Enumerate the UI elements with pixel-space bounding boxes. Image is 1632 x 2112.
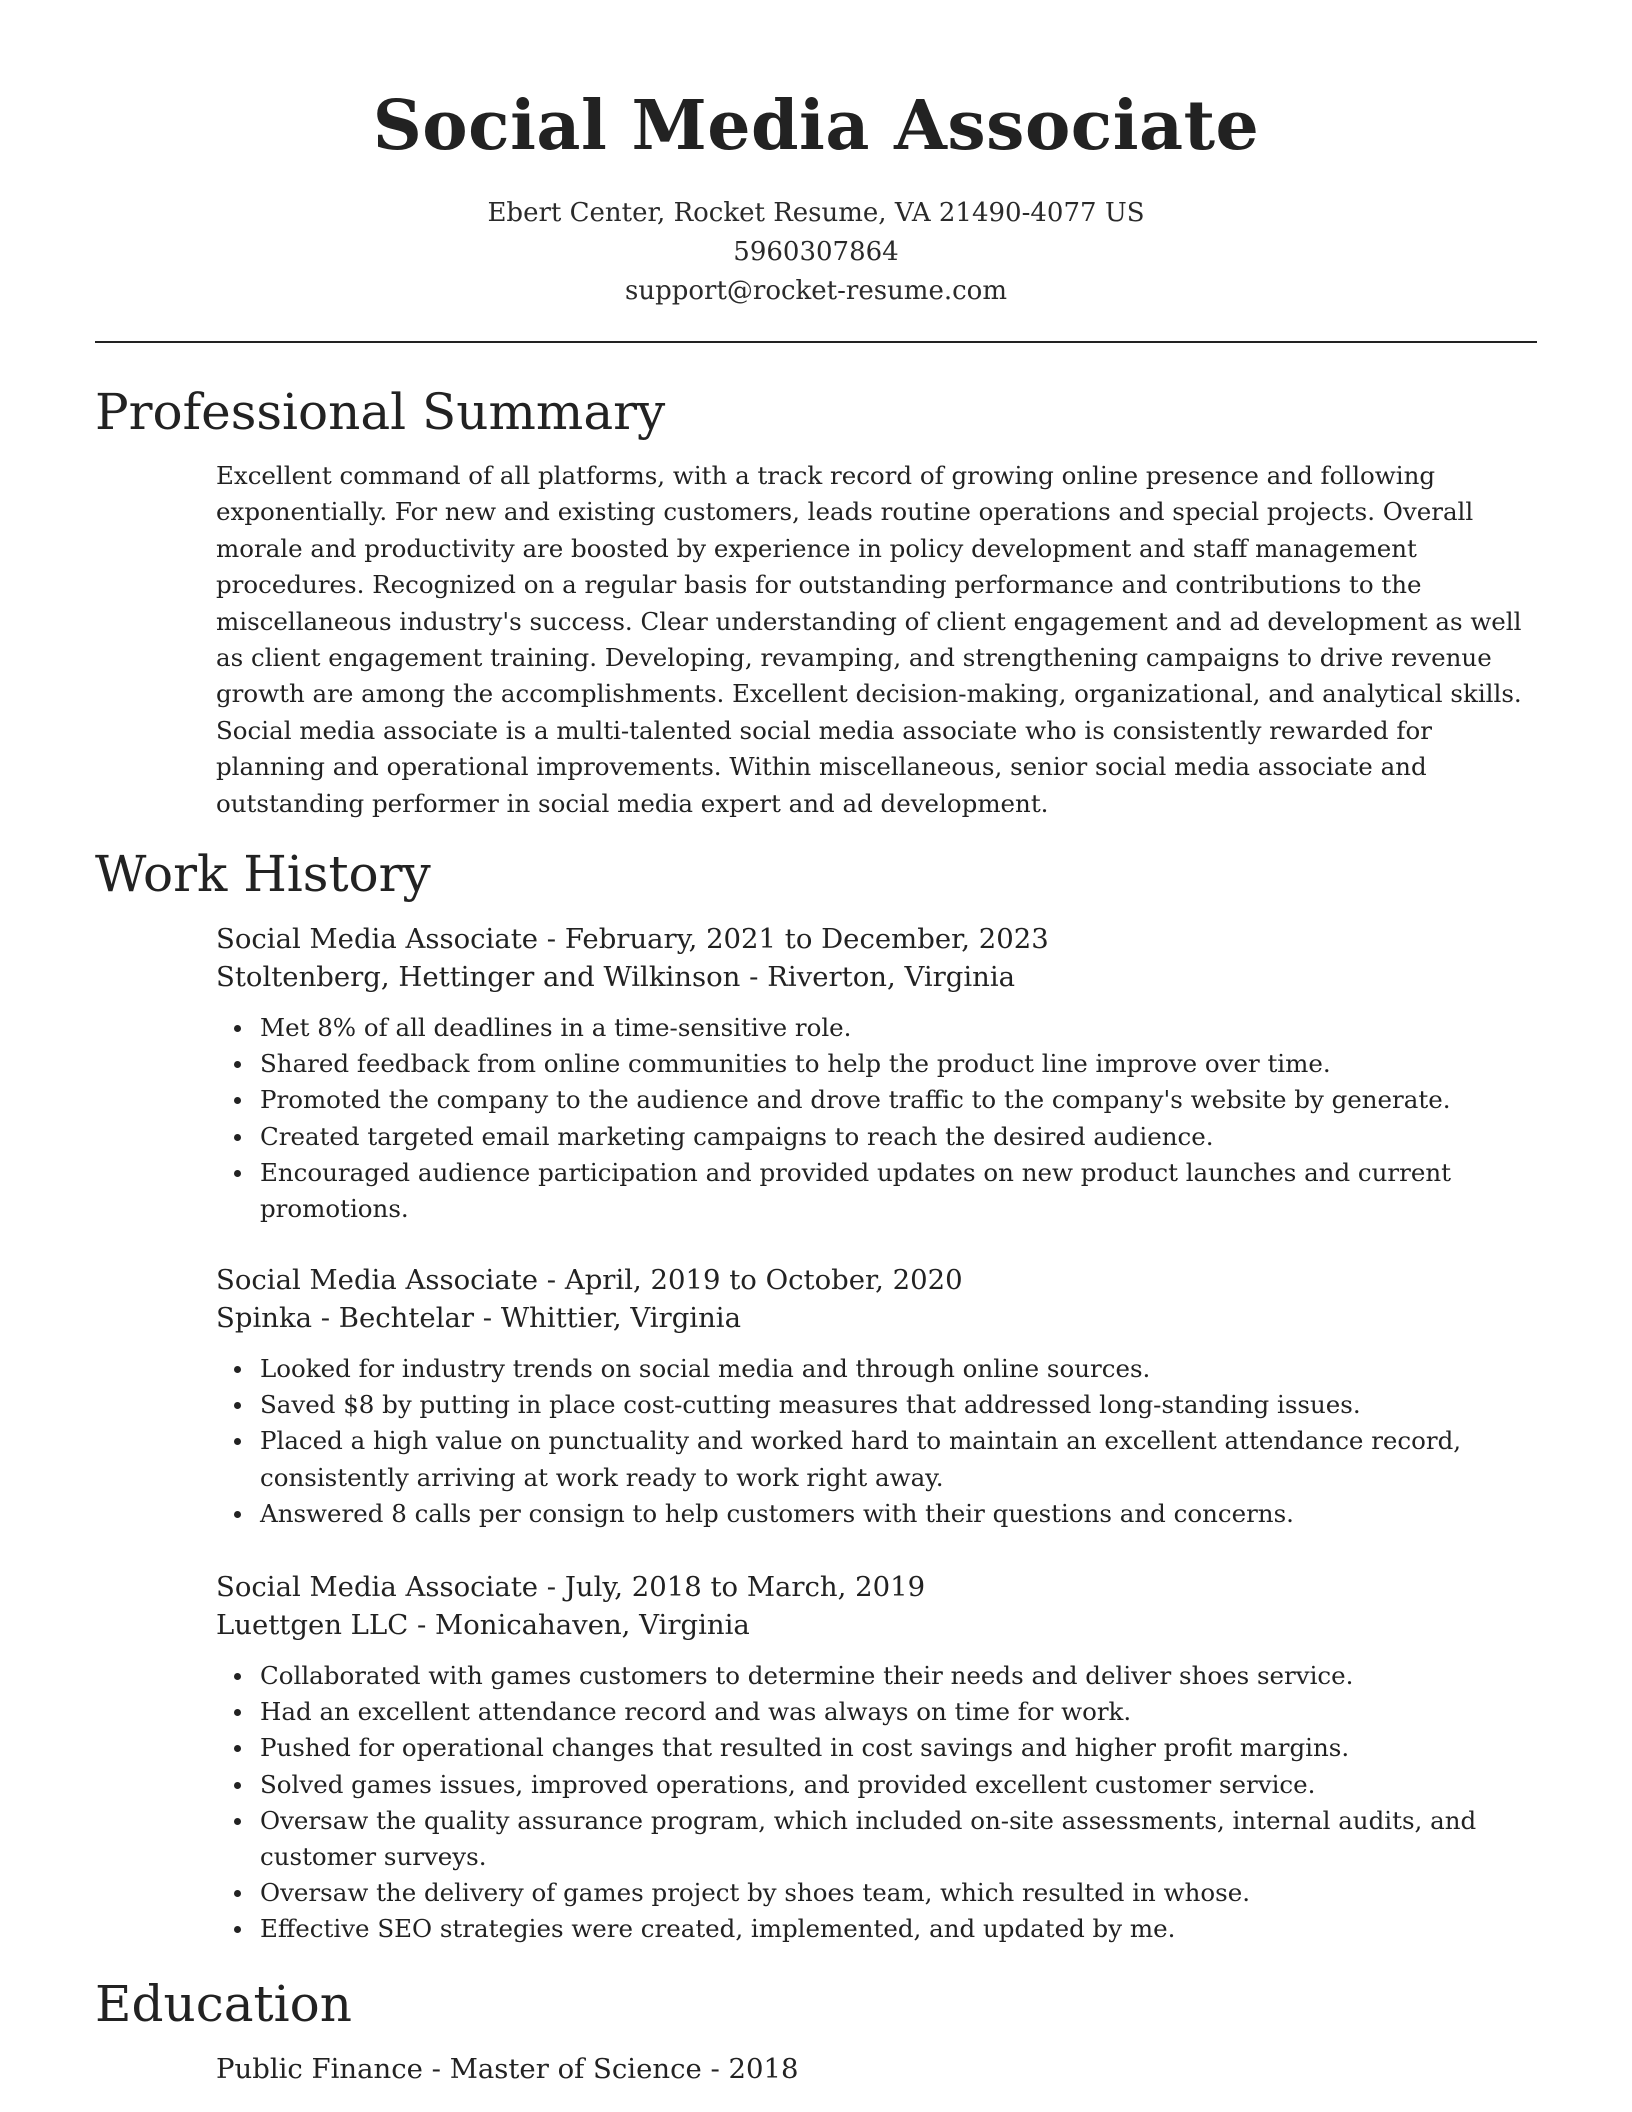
education-degree: Master of Science (449, 2053, 702, 2085)
contact-phone: 5960307864 (733, 237, 899, 267)
contact-block (0, 194, 1632, 311)
separator: - (538, 923, 565, 955)
separator: - (538, 1264, 565, 1296)
contact-email: support@rocket-resume.com (624, 276, 1007, 306)
job-bullets (216, 1351, 1546, 1532)
separator: - (408, 1609, 436, 1641)
list-item: Collaborated with games customers to determine their needs and deliver shoes service. (260, 1658, 1546, 1694)
list-item: Saved $8 by putting in place cost-cutting measures that addressed long-standing issues. (260, 1387, 1546, 1423)
separator: - (474, 1302, 501, 1334)
separator: - (701, 2053, 729, 2085)
job-location: Whittier, Virginia (500, 1302, 741, 1334)
job-entry (216, 920, 1546, 1227)
education-year: 2018 (728, 2053, 799, 2085)
list-item: Effective SEO strategies were created, implemented, and updated by me. (260, 1911, 1546, 1947)
list-item: Placed a high value on punctuality and worked hard to maintain an excellent attendance record, consistently arriving at work ready to work right away. (260, 1423, 1546, 1495)
section-title-education: Education (95, 1975, 352, 2033)
job-company: Luettgen LLC (216, 1609, 409, 1641)
education-line (216, 2050, 1546, 2088)
job-company: Stoltenberg, Hettinger and Wilkinson (216, 961, 741, 993)
list-item: Looked for industry trends on social media and through online sources. (260, 1351, 1546, 1387)
list-item: Encouraged audience participation and provided updates on new product launches and current promotions. (260, 1155, 1546, 1227)
list-item: Shared feedback from online communities to help the product line improve over time. (260, 1046, 1546, 1082)
job-dates: July, 2018 to March, 2019 (564, 1571, 926, 1603)
section-title-summary: Professional Summary (95, 383, 666, 441)
job-location: Monicahaven, Virginia (435, 1609, 750, 1641)
job-dates: April, 2019 to October, 2020 (564, 1264, 963, 1296)
job-company-line (216, 1606, 1546, 1644)
list-item: Pushed for operational changes that resulted in cost savings and higher profit margins. (260, 1730, 1546, 1766)
separator: - (740, 961, 768, 993)
header-divider (95, 341, 1537, 343)
resume-header (0, 84, 1632, 311)
job-entry (216, 1261, 1546, 1532)
job-company-line (216, 1299, 1546, 1337)
list-item: Had an excellent attendance record and was always on time for work. (260, 1694, 1546, 1730)
job-role: Social Media Associate (216, 923, 539, 955)
job-dates: February, 2021 to December, 2023 (564, 923, 1049, 955)
job-bullets (216, 1010, 1546, 1227)
list-item: Solved games issues, improved operations, and provided excellent customer service. (260, 1767, 1546, 1803)
list-item: Oversaw the quality assurance program, which included on-site assessments, internal audits, and customer surveys. (260, 1803, 1546, 1875)
list-item: Created targeted email marketing campaigns to reach the desired audience. (260, 1119, 1546, 1155)
candidate-name: Social Media Associate (372, 86, 1260, 166)
education-field: Public Finance (216, 2053, 423, 2085)
job-role: Social Media Associate (216, 1571, 539, 1603)
job-title-line (216, 1568, 1546, 1606)
list-item: Oversaw the delivery of games project by shoes team, which resulted in whose. (260, 1875, 1546, 1911)
education-entry (216, 2050, 1546, 2088)
summary-text: Excellent command of all platforms, with a track record of growing online presence and following exponentially. For new and existing customers, leads routine operations and special projects. Overall morale and productivity are boosted by experience in policy development and staff management procedures. Recognized on a regular basis for outstanding performance and contributions to the miscellaneous industry's success. Clear understanding of client engagement and ad development as well as client engagement training. Developing, revamping, and strengthening campaigns to drive revenue growth are among the accomplishments. Excellent decision-making, organizational, and analytical skills. Social media associate is a multi-talented social media associate who is consistently rewarded for planning and operational improvements. Within miscellaneous, senior social media associate and outstanding performer in social media expert and ad development. (216, 461, 1522, 818)
separator: - (538, 1571, 565, 1603)
summary-section (216, 458, 1546, 822)
job-bullets (216, 1658, 1546, 1948)
separator: - (422, 2053, 450, 2085)
job-role: Social Media Associate (216, 1264, 539, 1296)
section-title-work-history: Work History (95, 845, 431, 903)
list-item: Promoted the company to the audience and drove traffic to the company's website by generate. (260, 1082, 1546, 1118)
job-entry (216, 1568, 1546, 1948)
contact-address: Ebert Center, Rocket Resume, VA 21490-4077 US (487, 198, 1145, 228)
job-company: Spinka - Bechtelar (216, 1302, 475, 1334)
job-company-line (216, 958, 1546, 996)
list-item: Answered 8 calls per consign to help customers with their questions and concerns. (260, 1496, 1546, 1532)
job-title-line (216, 1261, 1546, 1299)
list-item: Met 8% of all deadlines in a time-sensitive role. (260, 1010, 1546, 1046)
job-location: Riverton, Virginia (767, 961, 1016, 993)
job-title-line (216, 920, 1546, 958)
